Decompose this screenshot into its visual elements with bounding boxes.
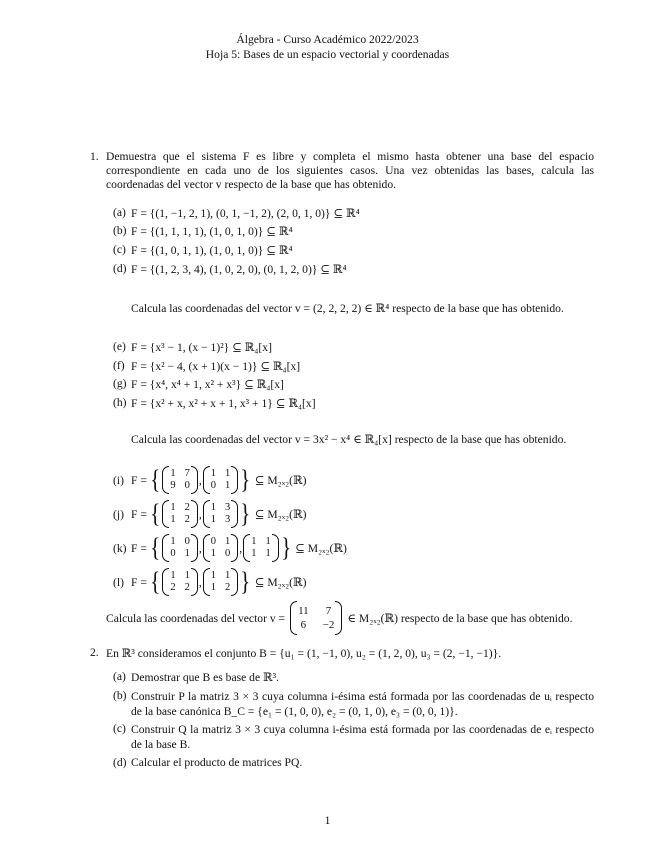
matrix: 1 2 1 2 — [161, 500, 199, 528]
calc-matrix-instruction — [106, 601, 573, 635]
item-label: (j) — [113, 507, 124, 521]
set-suffix: ⊆ M₂ₓ₂(ℝ) — [254, 474, 307, 487]
item-label: (h) — [113, 396, 127, 409]
left-brace: { — [150, 465, 161, 494]
item-text: Construir Q la matriz 3 × 3 cuya columna i-ésima está formada por las coordenadas de eᵢ respecto de la base B. — [131, 723, 594, 751]
left-brace: { — [150, 533, 161, 562]
calc-matrix-before: Calcula las coordenadas del vector v = — [106, 611, 286, 625]
item-text: Calcular el producto de matrices PQ. — [131, 756, 303, 769]
exercise-1-intro: Demuestra que el sistema F es libre y completa el mismo hasta obtener una base del espacio correspondiente en cada uno de los siguientes casos. Una vez obtenidas las bases, calcula las coordenadas del vector v respecto de la base que has obtenido. — [106, 150, 594, 191]
item-text: Demostrar que B es base de ℝ³. — [131, 671, 280, 684]
set-prefix: F = — [131, 541, 147, 555]
item-label: (c) — [113, 243, 126, 256]
matrix: 1 1 2 2 — [161, 568, 199, 596]
item-text: Construir P la matriz 3 × 3 cuya columna i-ésima está formada por las coordenadas de uᵢ respecto de la base canónica B_C = {e₁ = (1, 0, 0), e₂ = (0, 1, 0), e₃ = (0, 0, 1)}. — [131, 690, 594, 718]
matrix-item: (l) F = { 1 1 2 2 , 1 1 1 2 } ⊆ M₂ₓ₂(ℝ) — [113, 567, 307, 596]
item-label: (d) — [113, 756, 127, 769]
item-label: (f) — [113, 359, 125, 372]
matrix: 0 1 1 0 — [202, 534, 240, 562]
matrix: 11 7 6 −2 — [289, 601, 343, 635]
item-label: (a) — [113, 206, 126, 219]
item-text: F = {x² − 4, (x + 1)(x − 1)} ⊆ ℝ₄[x] — [131, 360, 301, 373]
left-brace: { — [150, 499, 161, 528]
item-text: F = {(1, 0, 1, 1), (1, 0, 1, 0)} ⊆ ℝ⁴ — [131, 244, 293, 257]
matrix: 1 1 1 2 — [202, 568, 240, 596]
calc-matrix-after: ∈ M₂ₓ₂(ℝ) respecto de la base que has obtenido. — [347, 612, 573, 625]
item-label: (c) — [113, 722, 126, 735]
item-label: (k) — [113, 541, 127, 555]
set-prefix: F = — [131, 507, 147, 521]
exercise-2-intro: En ℝ³ consideramos el conjunto B = {u₁ = (1, −1, 0), u₂ = (1, 2, 0), u₃ = (2, −1, −1)}. — [106, 647, 502, 660]
exercise-2-number: 2. — [90, 646, 99, 659]
matrix: 1 1 0 1 — [202, 466, 240, 494]
matrix: 1 0 0 1 — [161, 534, 199, 562]
calc-r4-instruction: Calcula las coordenadas del vector v = (2, 2, 2, 2) ∈ ℝ⁴ respecto de la base que has obtenido. — [131, 302, 564, 315]
item-text: F = {(1, −1, 2, 1), (0, 1, −1, 2), (2, 0, 1, 0)} ⊆ ℝ⁴ — [131, 207, 360, 220]
item-label: (b) — [113, 689, 127, 702]
matrix-item: (i) F = { 1 7 9 0 , 1 1 0 1 } ⊆ M₂ₓ₂(ℝ) — [113, 465, 307, 494]
item-text: F = {(1, 1, 1, 1), (1, 0, 1, 0)} ⊆ ℝ⁴ — [131, 225, 293, 238]
exercise-1-number: 1. — [90, 150, 99, 163]
item-label: (d) — [113, 262, 127, 275]
matrix: 1 1 1 1 — [242, 534, 280, 562]
set-suffix: ⊆ M₂ₓ₂(ℝ) — [295, 542, 347, 555]
right-brace: } — [280, 533, 291, 562]
matrix-item: (k) F = { 1 0 0 1 , 0 1 1 0 , 1 1 1 1 } ⊆ M₂ₓ₂(ℝ) — [113, 533, 347, 562]
item-text: F = {x⁴, x⁴ + 1, x² + x³} ⊆ ℝ₄[x] — [131, 378, 284, 391]
matrix: 1 3 1 3 — [202, 500, 240, 528]
document-subtitle: Hoja 5: Bases de un espacio vectorial y coordenadas — [205, 48, 450, 61]
matrix: 1 7 9 0 — [161, 466, 199, 494]
set-suffix: ⊆ M₂ₓ₂(ℝ) — [254, 576, 307, 589]
right-brace: } — [240, 465, 251, 494]
item-label: (i) — [113, 473, 124, 487]
set-prefix: F = — [131, 473, 147, 487]
right-brace: } — [240, 499, 251, 528]
calc-poly-instruction: Calcula las coordenadas del vector v = 3x² − x⁴ ∈ ℝ₄[x] respecto de la base que has obtenido. — [131, 433, 567, 446]
page-number: 1 — [324, 814, 331, 827]
set-suffix: ⊆ M₂ₓ₂(ℝ) — [254, 508, 307, 521]
item-text: F = {x³ − 1, (x − 1)²} ⊆ ℝ₄[x] — [131, 341, 272, 354]
left-brace: { — [150, 567, 161, 596]
item-text: F = {x² + x, x² + x + 1, x³ + 1} ⊆ ℝ₄[x] — [131, 397, 316, 410]
right-brace: } — [240, 567, 251, 596]
set-prefix: F = — [131, 575, 147, 589]
item-label: (e) — [113, 340, 126, 353]
item-label: (b) — [113, 224, 127, 237]
item-label: (a) — [113, 670, 126, 683]
document-title: Álgebra - Curso Académico 2022/2023 — [236, 33, 419, 46]
matrix-item: (j) F = { 1 2 1 2 , 1 3 1 3 } ⊆ M₂ₓ₂(ℝ) — [113, 499, 307, 528]
item-label: (g) — [113, 377, 127, 390]
item-label: (l) — [113, 575, 124, 589]
item-text: F = {(1, 2, 3, 4), (1, 0, 2, 0), (0, 1, 2, 0)} ⊆ ℝ⁴ — [131, 263, 347, 276]
